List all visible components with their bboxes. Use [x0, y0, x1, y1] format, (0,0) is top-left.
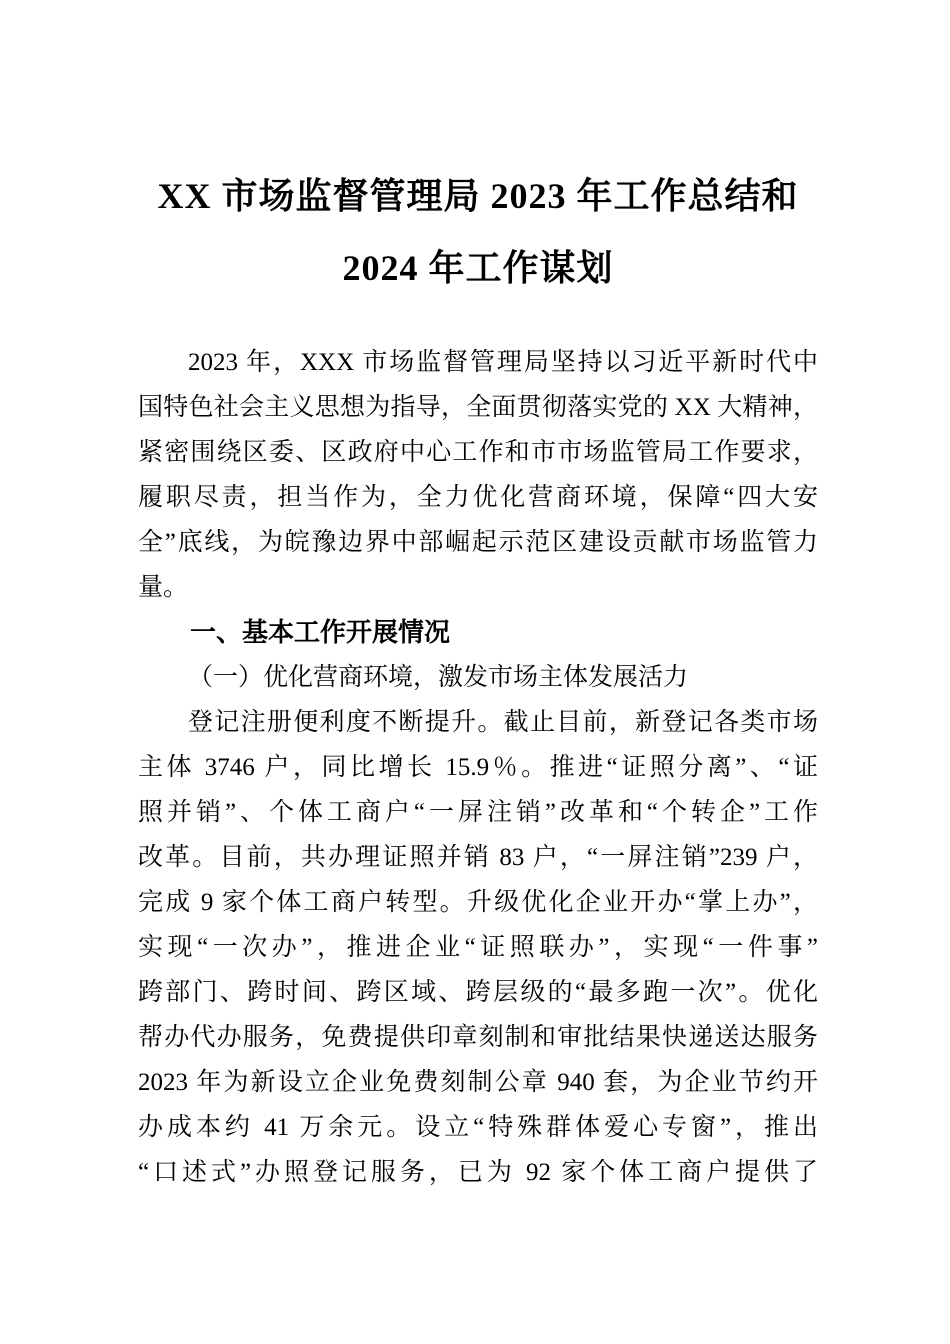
body-line-4: 履职尽责，担当作为，全力优化营商环境，保障“四大安 [138, 484, 818, 511]
body-line-6: 量。 [138, 574, 189, 601]
body-line-9: 登记注册便利度不断提升。截止目前，新登记各类市场 [188, 709, 818, 736]
body-line-5: 全”底线，为皖豫边界中部崛起示范区建设贡献市场监管力 [138, 529, 818, 556]
title-line-1: XX 市场监督管理局 2023 年工作总结和 [157, 176, 799, 216]
document-content [138, 0, 818, 1195]
body-line-19: “口述式”办照登记服务，已为 92 家个体工商户提供了 [138, 1159, 818, 1186]
body-line-13: 完成 9 家个体工商户转型。升级优化企业开办“掌上办”， [138, 889, 818, 916]
body-line-14: 实现“一次办”，推进企业“证照联办”，实现“一件事” [138, 934, 818, 961]
title-line-2: 2024 年工作谋划 [342, 248, 614, 288]
document-body [138, 340, 818, 1195]
body-line-17: 2023 年为新设立企业免费刻制公章 940 套，为企业节约开 [138, 1069, 818, 1096]
body-line-15: 跨部门、跨时间、跨区域、跨层级的“最多跑一次”。优化 [138, 979, 818, 1006]
body-line-1: 2023 年，XXX 市场监督管理局坚持以习近平新时代中 [188, 349, 818, 376]
body-line-18: 办成本约 41 万余元。设立“特殊群体爱心专窗”，推出 [138, 1114, 818, 1141]
section-heading: 一、基本工作开展情况 [190, 617, 451, 647]
sub-section-heading: （一）优化营商环境，激发市场主体发展活力 [188, 664, 689, 691]
body-line-12: 改革。目前，共办理证照并销 83 户，“一屏注销”239 户， [138, 844, 818, 871]
body-line-10: 主体 3746 户，同比增长 15.9％。推进“证照分离”、“证 [138, 754, 818, 781]
body-line-3: 紧密围绕区委、区政府中心工作和市市场监管局工作要求， [138, 439, 818, 466]
document-title [138, 0, 818, 304]
body-line-16: 帮办代办服务，免费提供印章刻制和审批结果快递送达服务 [138, 1024, 818, 1051]
body-line-2: 国特色社会主义思想为指导，全面贯彻落实党的 XX 大精神， [138, 394, 818, 421]
body-line-11: 照并销”、个体工商户“一屏注销”改革和“个转企”工作 [138, 799, 818, 826]
